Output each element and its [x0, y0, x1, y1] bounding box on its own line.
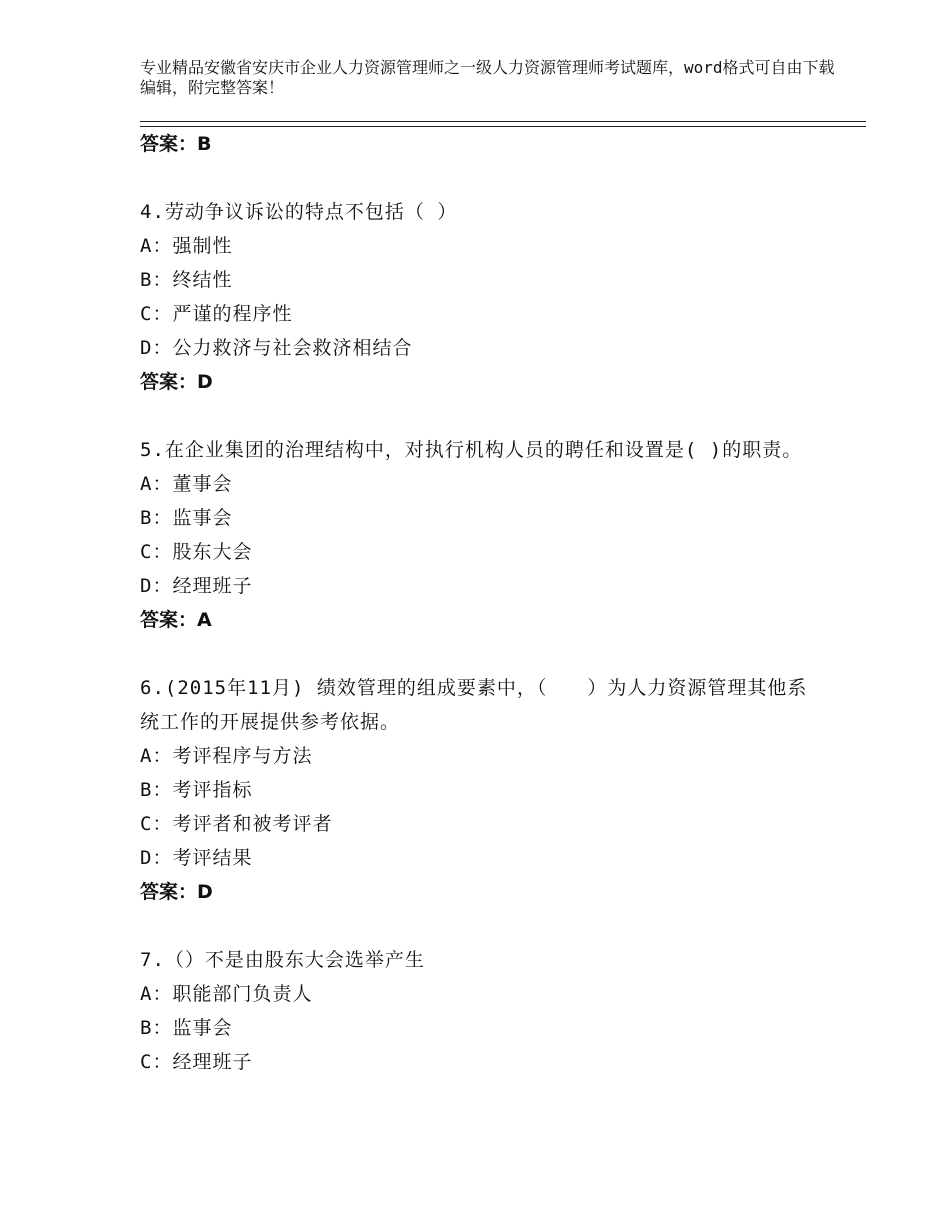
answer-line: 答案：A: [140, 609, 212, 631]
option-a: A：强制性: [140, 235, 233, 257]
option-a: A：考评程序与方法: [140, 745, 313, 767]
question-stem: 4.劳动争议诉讼的特点不包括（ ）: [140, 201, 458, 223]
question-item: [140, 671, 820, 909]
option-b: B：考评指标: [140, 779, 253, 801]
question-stem: 7.（）不是由股东大会选举产生: [140, 949, 425, 971]
question-item: [140, 433, 820, 637]
question-item: [140, 195, 820, 399]
answer-line: 答案：D: [140, 881, 213, 903]
page-header: 专业精品安徽省安庆市企业人力资源管理师之一级人力资源管理师考试题库，word格式可自由下载编辑，附完整答案！: [140, 58, 835, 97]
option-c: C：股东大会: [140, 541, 253, 563]
option-b: B：监事会: [140, 507, 233, 529]
option-d: D：经理班子: [140, 575, 253, 597]
option-b: B：监事会: [140, 1017, 233, 1039]
option-c: C：考评者和被考评者: [140, 813, 333, 835]
option-d: D：公力救济与社会救济相结合: [140, 337, 413, 359]
option-b: B：终结性: [140, 269, 233, 291]
answer-line: 答案：B: [140, 133, 212, 155]
question-item: [140, 943, 820, 1079]
option-c: C：经理班子: [140, 1051, 253, 1073]
question-stem: 6.(2015年11月) 绩效管理的组成要素中，（ ）为人力资源管理其他系统工作的开展提供参考依据。: [140, 677, 808, 733]
option-a: A：职能部门负责人: [140, 983, 313, 1005]
answer-line: 答案：D: [140, 371, 213, 393]
question-stem: 5.在企业集团的治理结构中，对执行机构人员的聘任和设置是( )的职责。: [140, 439, 803, 461]
question-list: [140, 127, 820, 1079]
option-a: A：董事会: [140, 473, 233, 495]
option-d: D：考评结果: [140, 847, 253, 869]
option-c: C：严谨的程序性: [140, 303, 293, 325]
